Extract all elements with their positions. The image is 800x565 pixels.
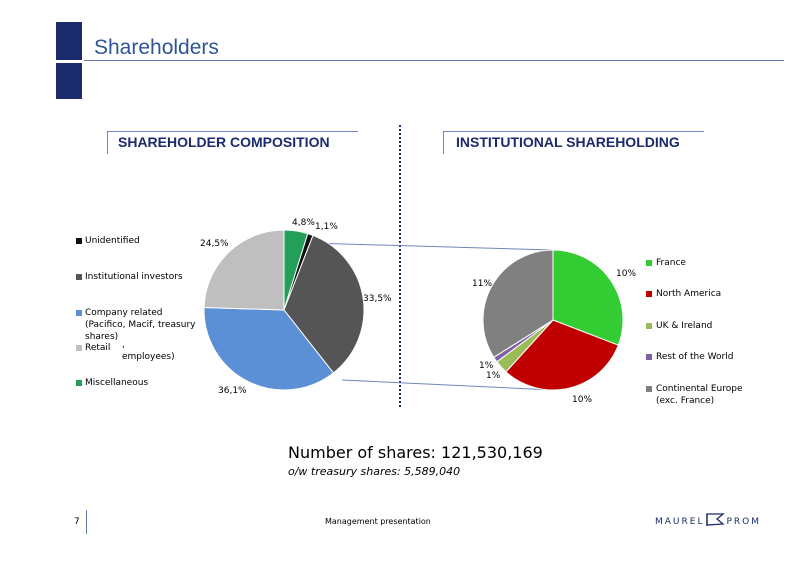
logo-flag-icon bbox=[705, 511, 727, 527]
data-label: 11% bbox=[472, 279, 493, 289]
shares-treasury: o/w treasury shares: 5,589,040 bbox=[288, 465, 461, 478]
page-number: 7 bbox=[74, 517, 80, 527]
data-label: 1% bbox=[486, 371, 501, 381]
data-label: 33,5% bbox=[363, 294, 392, 304]
legend-overlap-text: , employees) bbox=[122, 340, 175, 362]
legend-label: North America bbox=[656, 289, 722, 299]
data-label: 1,1% bbox=[315, 222, 338, 232]
data-label: 36,1% bbox=[218, 386, 247, 396]
legend-label: Rest of the World bbox=[656, 352, 734, 362]
shares-total: Number of shares: 121,530,169 bbox=[288, 443, 543, 462]
connector-line bbox=[310, 243, 553, 250]
data-label: 24,5% bbox=[200, 239, 229, 249]
data-label: 4,8% bbox=[292, 218, 315, 228]
legend-label: Institutional investors bbox=[85, 272, 183, 282]
legend-label: Unidentified bbox=[85, 236, 140, 246]
data-label: 10% bbox=[572, 395, 593, 405]
footer-caption: Management presentation bbox=[325, 517, 431, 526]
logo-text-right: PROM bbox=[726, 517, 761, 527]
left-heading: SHAREHOLDER COMPOSITION bbox=[118, 134, 330, 150]
legend-label: Miscellaneous bbox=[85, 378, 149, 388]
legend-label: UK & Ireland bbox=[656, 321, 713, 331]
legend-label: Continental Europe (exc. France) bbox=[656, 384, 743, 406]
logo-text-left: MAUREL bbox=[655, 517, 705, 527]
data-label: 10% bbox=[616, 269, 637, 279]
legend-label: Retail bbox=[85, 343, 111, 353]
pie-institutional-shareholding bbox=[472, 250, 636, 405]
data-label: 1% bbox=[479, 361, 494, 371]
legend-label: Company related (Pacifico, Macif, treasury shares) bbox=[85, 308, 196, 342]
page-title: Shareholders bbox=[94, 36, 219, 59]
footer-rule bbox=[86, 510, 87, 534]
right-heading: INSTITUTIONAL SHAREHOLDING bbox=[456, 134, 680, 150]
legend-label: France bbox=[656, 258, 686, 268]
